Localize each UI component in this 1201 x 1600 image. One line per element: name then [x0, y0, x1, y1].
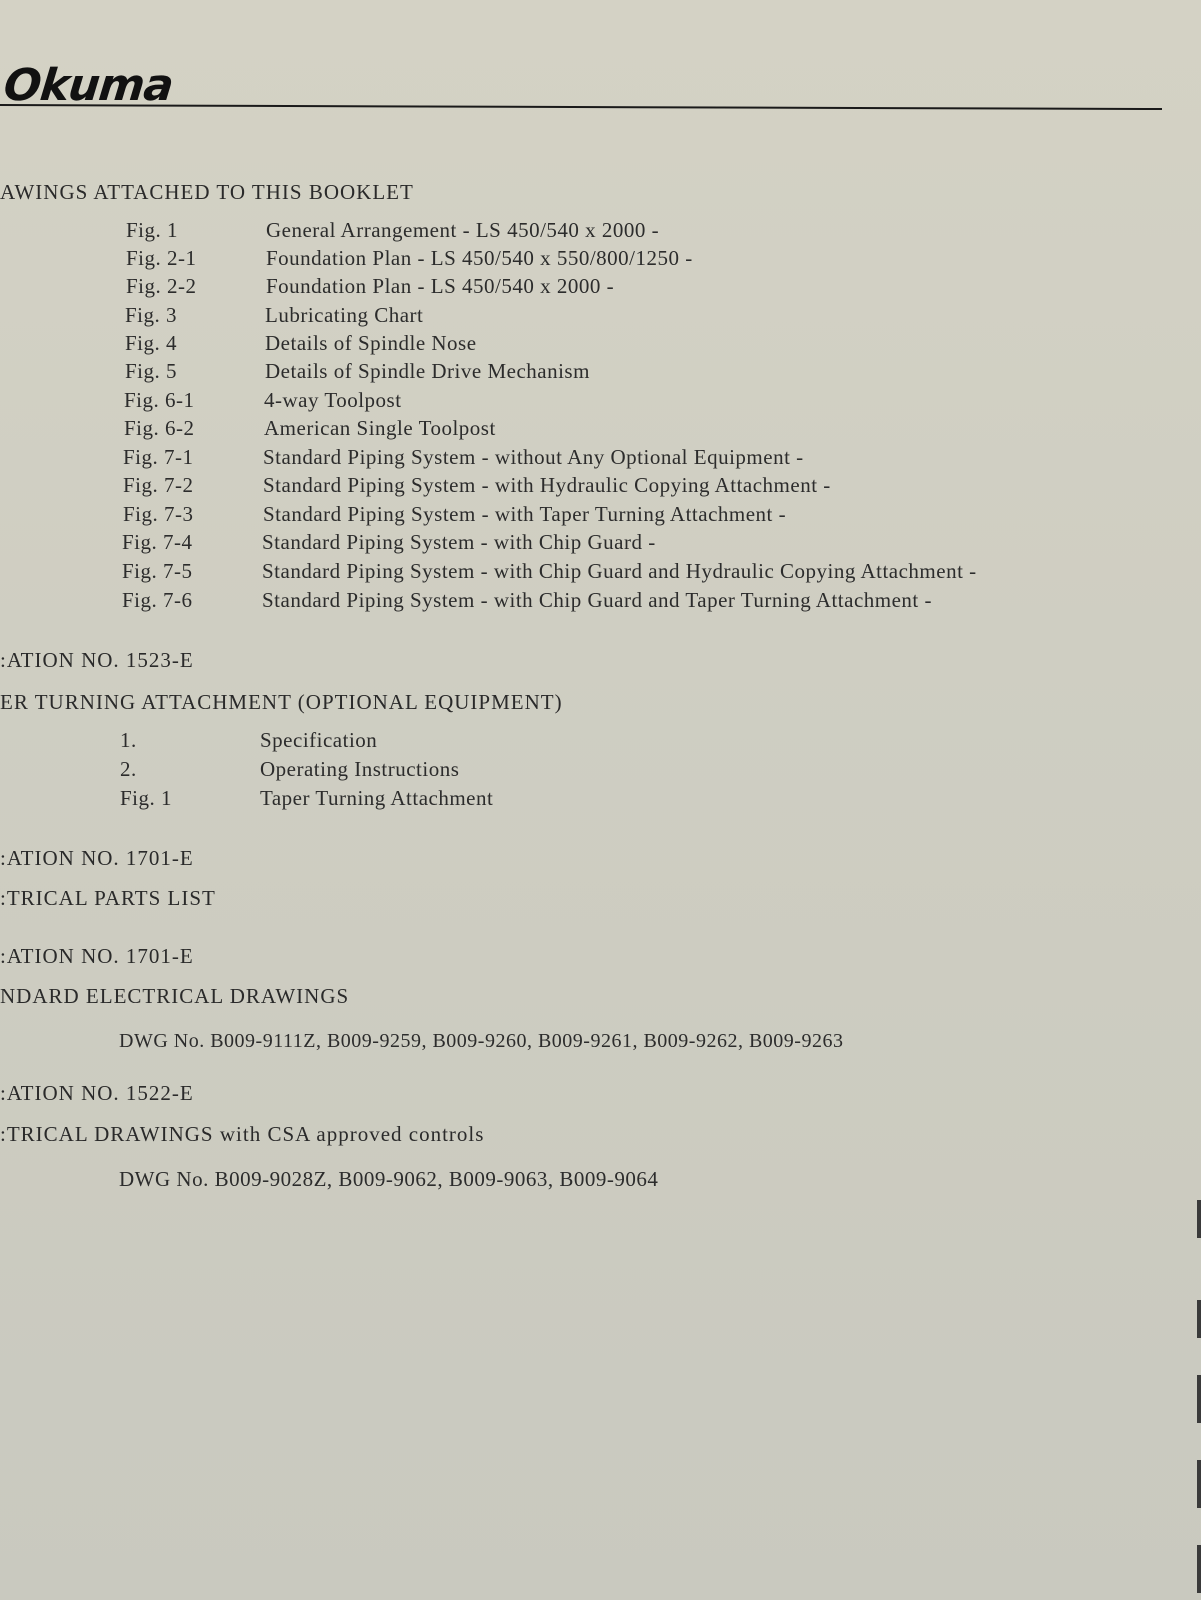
publication-number: :ATION NO. 1522-E: [0, 1081, 194, 1105]
fig-description: Foundation Plan - LS 450/540 x 550/800/1250 -: [266, 246, 693, 270]
publication-number: :ATION NO. 1701-E: [0, 846, 194, 870]
publication-number: :ATION NO. 1701-E: [0, 944, 194, 968]
fig-description: Taper Turning Attachment: [260, 786, 494, 810]
fig-description: Standard Piping System - without Any Optional Equipment -: [263, 445, 804, 469]
fig-number: Fig. 6-1: [124, 388, 195, 412]
fig-number: Fig. 7-2: [123, 473, 194, 497]
fig-number: Fig. 4: [125, 331, 178, 355]
taper-heading: ER TURNING ATTACHMENT (OPTIONAL EQUIPMENT): [0, 690, 563, 714]
fig-number: Fig. 7-1: [123, 445, 194, 469]
fig-number: Fig. 7-4: [122, 530, 193, 554]
item-number: 1.: [120, 728, 137, 752]
dwg-numbers: DWG No. B009-9028Z, B009-9062, B009-9063, B009-9064: [119, 1167, 659, 1191]
fig-description: Details of Spindle Drive Mechanism: [265, 359, 590, 383]
fig-description: 4-way Toolpost: [264, 388, 402, 412]
fig-description: Foundation Plan - LS 450/540 x 2000 -: [266, 274, 615, 298]
fig-description: Standard Piping System - with Chip Guard and Taper Turning Attachment -: [262, 588, 933, 612]
fig-number: Fig. 6-2: [124, 416, 195, 440]
fig-description: General Arrangement - LS 450/540 x 2000 -: [266, 218, 660, 242]
csa-heading: :TRICAL DRAWINGS with CSA approved controls: [0, 1122, 485, 1146]
std-electrical-heading: NDARD ELECTRICAL DRAWINGS: [0, 984, 350, 1008]
drawings-heading: AWINGS ATTACHED TO THIS BOOKLET: [0, 180, 414, 204]
fig-number: Fig. 3: [125, 303, 178, 327]
fig-description: Standard Piping System - with Hydraulic Copying Attachment -: [263, 473, 831, 497]
fig-description: Lubricating Chart: [265, 303, 424, 327]
header-rule: [0, 104, 1162, 110]
binder-mark: [1197, 1460, 1201, 1508]
binder-mark: [1197, 1300, 1201, 1338]
fig-number: Fig. 7-5: [122, 559, 193, 583]
item-description: Specification: [260, 728, 378, 752]
fig-description: Standard Piping System - with Taper Turning Attachment -: [263, 502, 787, 526]
fig-number: Fig. 1: [126, 218, 179, 242]
fig-number: Fig. 2-2: [126, 274, 197, 298]
fig-number: Fig. 5: [125, 359, 178, 383]
dwg-numbers: DWG No. B009-9111Z, B009-9259, B009-9260, B009-9261, B009-9262, B009-9263: [119, 1030, 844, 1052]
publication-number: :ATION NO. 1523-E: [0, 648, 194, 672]
fig-description: Standard Piping System - with Chip Guard and Hydraulic Copying Attachment -: [262, 559, 977, 583]
fig-number: Fig. 7-3: [123, 502, 194, 526]
fig-number: Fig. 7-6: [122, 588, 193, 612]
binder-mark: [1197, 1545, 1201, 1593]
okuma-logo: Okuma: [1, 60, 176, 111]
fig-description: Standard Piping System - with Chip Guard -: [262, 530, 656, 554]
binder-mark: [1197, 1375, 1201, 1423]
fig-description: Details of Spindle Nose: [265, 331, 477, 355]
fig-number: Fig. 2-1: [126, 246, 197, 270]
item-number: 2.: [120, 757, 137, 781]
binder-mark: [1197, 1200, 1201, 1238]
fig-number: Fig. 1: [120, 786, 173, 810]
item-description: Operating Instructions: [260, 757, 460, 781]
fig-description: American Single Toolpost: [264, 416, 496, 440]
parts-heading: :TRICAL PARTS LIST: [0, 886, 216, 910]
